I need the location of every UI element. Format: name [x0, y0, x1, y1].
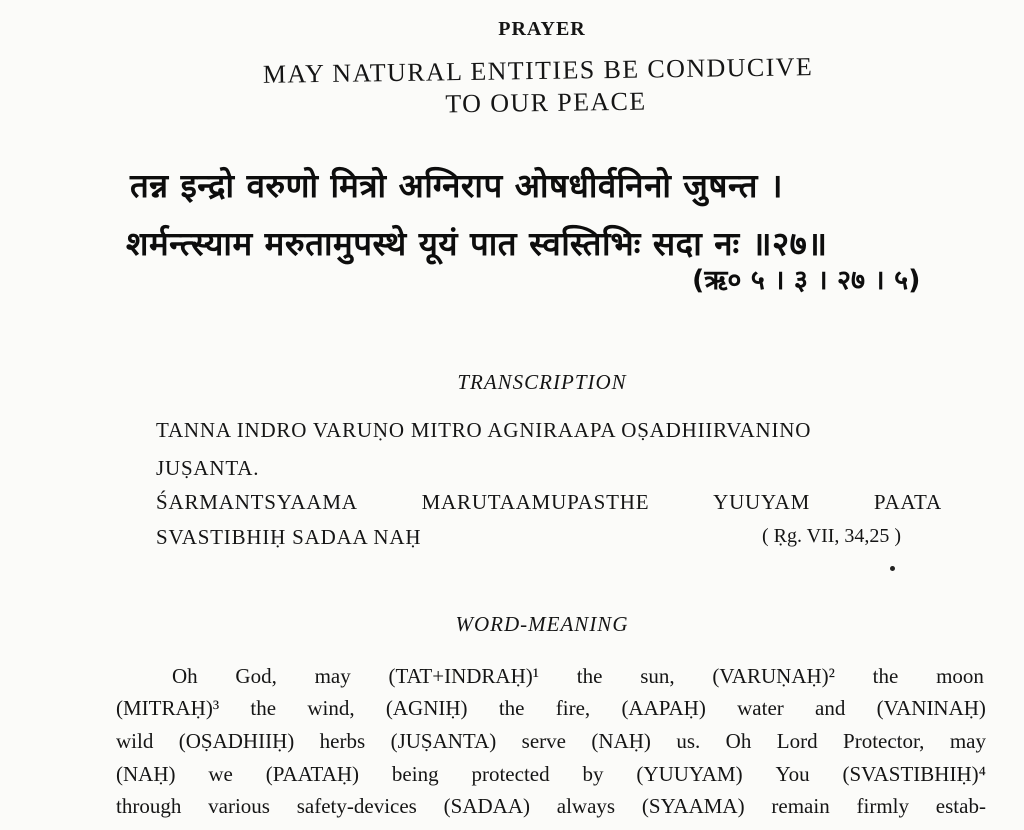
word-meaning-word: water: [737, 696, 784, 720]
word-meaning-word: being: [391, 762, 439, 786]
transcription-line-4: SVASTIBHIḤ SADAA NAḤ: [156, 525, 422, 549]
word-meaning-word: safety-devices: [296, 794, 417, 818]
word-meaning-line-5: [116, 794, 986, 819]
word-meaning-word: wild: [116, 729, 154, 753]
transcription-word: YUUYAM: [713, 490, 811, 514]
word-meaning-line-4: [116, 762, 986, 787]
word-meaning-word: us.: [676, 729, 701, 753]
section-label: PRAYER: [498, 18, 586, 40]
mantra-line-2: शर्मन्त्स्याम मरुतामुपस्थे यूयं पात स्वस्तिभिः सदा नः ॥२७॥: [126, 224, 828, 263]
word-meaning-word: God,: [235, 664, 277, 688]
word-meaning-word: the: [576, 664, 603, 688]
word-meaning-word: (SVASTIBHIḤ)⁴: [842, 762, 986, 786]
word-meaning-word: (OṢADHIIḤ): [178, 729, 295, 753]
word-meaning-line-2: [116, 696, 986, 721]
mantra-line-1: तन्न इन्द्रो वरुणो मित्रो अग्निराप ओषधीर्वनिनो जुषन्त ।: [130, 166, 783, 205]
word-meaning-word: (AAPAḤ): [621, 696, 706, 720]
word-meaning-word: the: [872, 664, 899, 688]
word-meaning-word: (SADAA): [443, 794, 530, 818]
word-meaning-line-3: [116, 729, 986, 754]
word-meaning-word: protected: [471, 762, 550, 786]
word-meaning-word: may: [314, 664, 351, 688]
word-meaning-word: (VARUṆAḤ)²: [712, 664, 835, 688]
word-meaning-word: serve: [521, 729, 566, 753]
word-meaning-word: the: [498, 696, 525, 720]
word-meaning-word: we: [208, 762, 233, 786]
mantra-reference: (ऋ० ५ । ३ । २७ । ५): [692, 265, 921, 296]
rigveda-reference: ( Ṛg. VII, 34,25 ): [762, 525, 902, 547]
word-meaning-word: Protector,: [843, 729, 925, 753]
word-meaning-word: various: [208, 794, 270, 818]
transcription-line-1: TANNA INDRO VARUṆO MITRO AGNIRAAPA OṢADHIIRVANINO: [156, 418, 812, 442]
word-meaning-word: through: [116, 794, 182, 818]
word-meaning-word: moon: [936, 664, 984, 688]
word-meaning-word: and: [815, 696, 846, 720]
word-meaning-word: Oh: [725, 729, 752, 753]
word-meaning-word: fire,: [555, 696, 591, 720]
word-meaning-word: the: [250, 696, 277, 720]
word-meaning-word: (YUUYAM): [636, 762, 743, 786]
word-meaning-heading: WORD-MEANING: [455, 612, 629, 636]
word-meaning-word: Oh: [172, 664, 198, 688]
word-meaning-word: firmly: [856, 794, 909, 818]
word-meaning-word: may: [949, 729, 986, 753]
transcription-line-2: JUṢANTA.: [156, 456, 260, 480]
word-meaning-line-1: [172, 664, 984, 689]
word-meaning-word: You: [775, 762, 810, 786]
word-meaning-word: always: [556, 794, 616, 818]
ink-speck: [890, 566, 895, 571]
page-title-line-2: TO OUR PEACE: [445, 86, 647, 119]
word-meaning-word: (NAḤ): [116, 762, 176, 786]
word-meaning-word: (NAḤ): [591, 729, 651, 753]
transcription-line-3: [156, 490, 942, 515]
word-meaning-word: Lord: [776, 729, 818, 753]
word-meaning-word: herbs: [319, 729, 366, 753]
page-title-line-1: MAY NATURAL ENTITIES BE CONDUCIVE: [262, 52, 814, 89]
transcription-word: MARUTAAMUPASTHE: [421, 490, 650, 514]
word-meaning-word: remain: [771, 794, 830, 818]
word-meaning-word: sun,: [640, 664, 675, 688]
transcription-word: PAATA: [873, 490, 942, 514]
word-meaning-word: by: [582, 762, 604, 786]
word-meaning-word: (VANINAḤ): [876, 696, 986, 720]
word-meaning-word: (PAATAḤ): [265, 762, 360, 786]
word-meaning-word: (MITRAḤ)³: [116, 696, 220, 720]
word-meaning-word: (AGNIḤ): [385, 696, 468, 720]
word-meaning-word: wind,: [307, 696, 355, 720]
transcription-word: ŚARMANTSYAAMA: [156, 490, 358, 514]
word-meaning-word: (TAT+INDRAḤ)¹: [388, 664, 540, 688]
transcription-heading: TRANSCRIPTION: [457, 370, 627, 394]
word-meaning-word: estab-: [935, 794, 986, 818]
word-meaning-word: (SYAAMA): [641, 794, 745, 818]
word-meaning-word: (JUṢANTA): [390, 729, 497, 753]
